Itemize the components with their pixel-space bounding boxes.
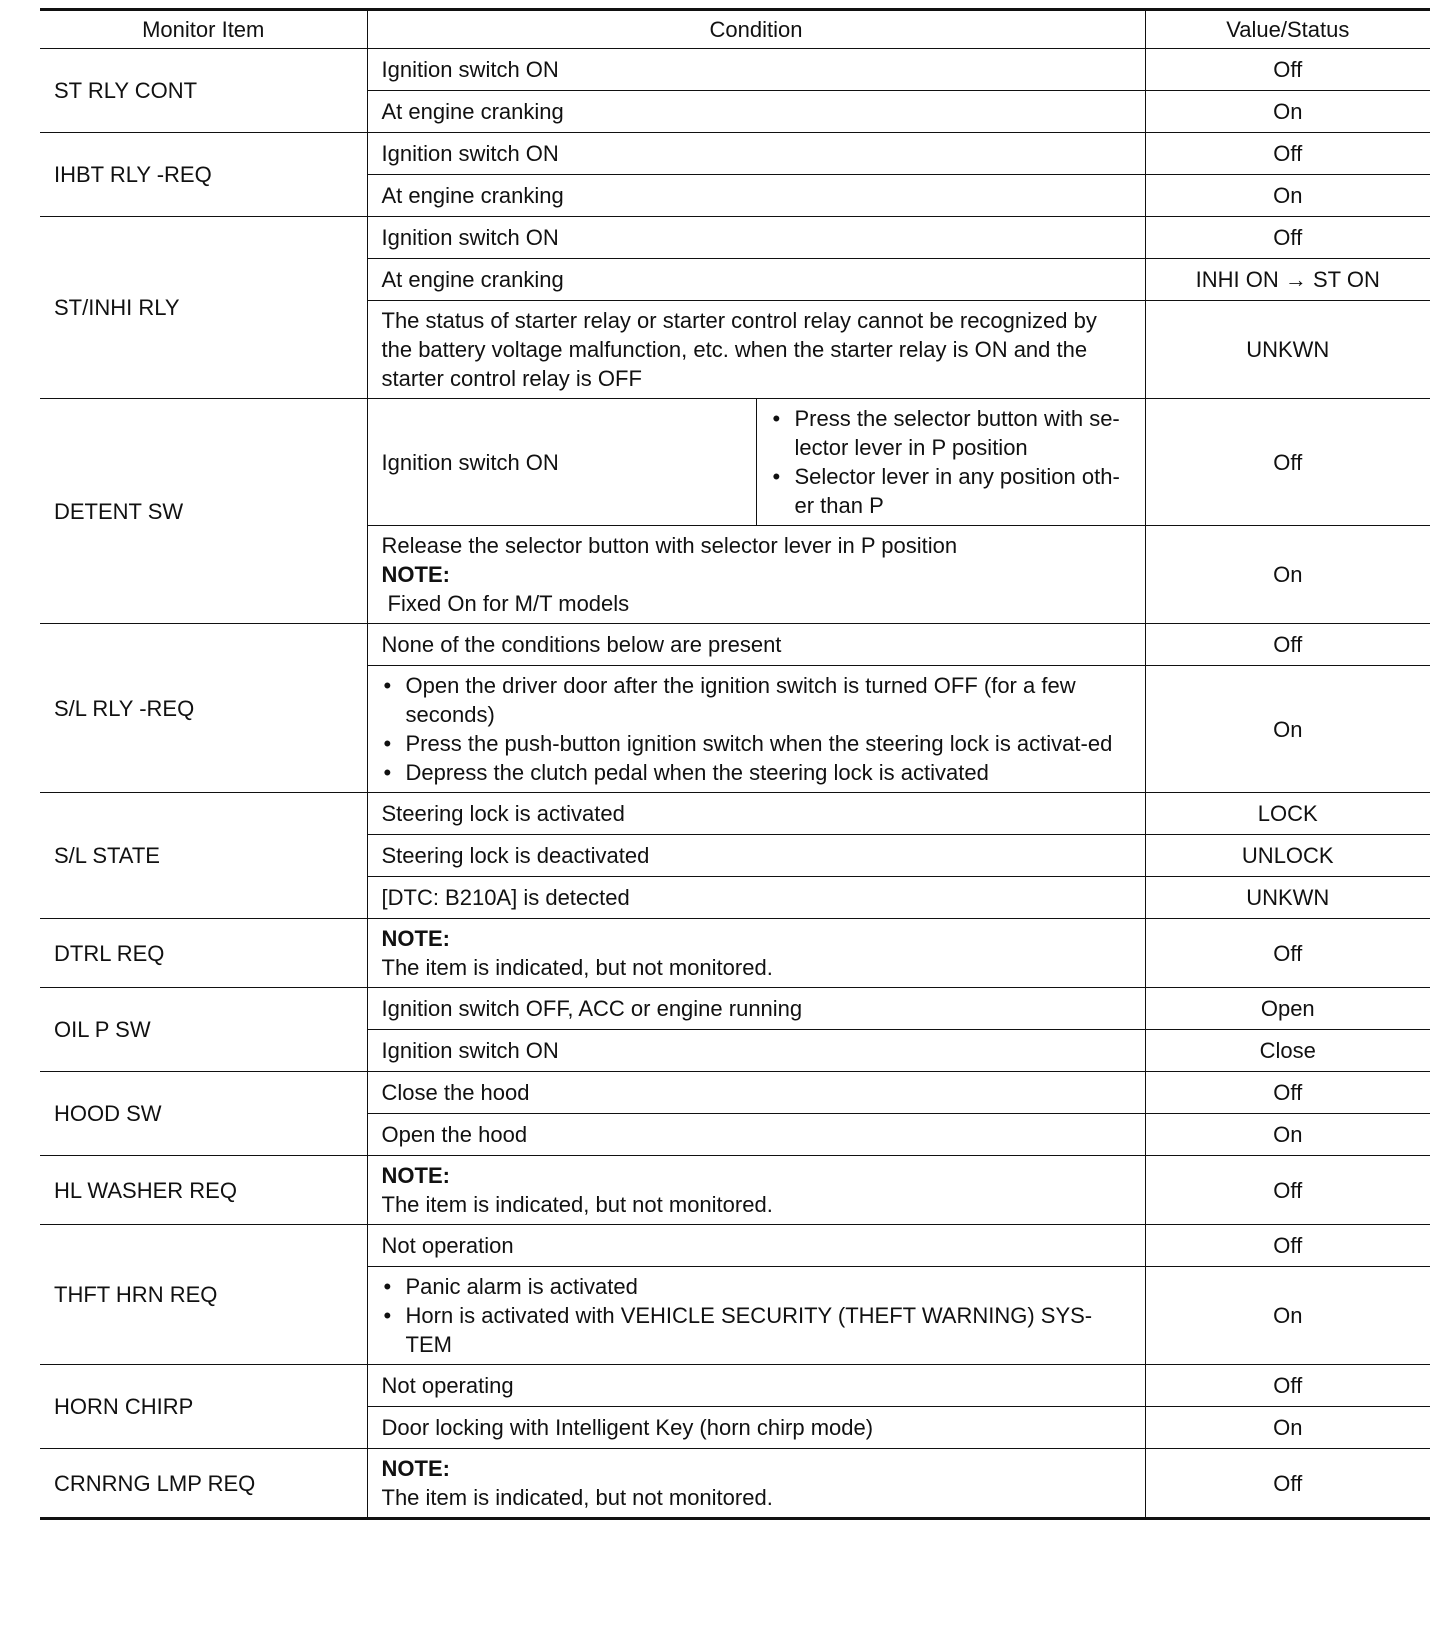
value-cell: UNKWN <box>1145 877 1430 919</box>
condition-cell: Ignition switch ON <box>367 399 756 526</box>
note-text: The item is indicated, but not monitored. <box>381 1485 773 1510</box>
value-cell: UNLOCK <box>1145 835 1430 877</box>
value-cell: Off <box>1145 133 1430 175</box>
value-cell: LOCK <box>1145 793 1430 835</box>
condition-cell: At engine cranking <box>367 175 1145 217</box>
note-label: NOTE: <box>381 1456 450 1481</box>
value-cell: Off <box>1145 919 1430 988</box>
bullet-list <box>771 404 1131 520</box>
note-label: NOTE: <box>381 1163 450 1188</box>
monitor-item-table <box>40 8 1430 1520</box>
condition-cell: Close the hood <box>367 1072 1145 1114</box>
table-row <box>40 1449 1430 1519</box>
table-row <box>40 1072 1430 1114</box>
table-row <box>40 217 1430 259</box>
bullet-list <box>382 1272 1131 1359</box>
monitor-item-thft-hrn-req: THFT HRN REQ <box>40 1225 367 1365</box>
value-cell: Off <box>1145 1225 1430 1267</box>
condition-cell: Door locking with Intelligent Key (horn chirp mode) <box>367 1407 1145 1449</box>
header-condition: Condition <box>367 10 1145 49</box>
value-cell: UNKWN <box>1145 301 1430 399</box>
list-item: • Depress the clutch pedal when the steering lock is activated <box>382 758 1131 787</box>
value-cell: On <box>1145 526 1430 624</box>
note-text: The item is indicated, but not monitored. <box>381 955 773 980</box>
monitor-item-sl-rly-req: S/L RLY -REQ <box>40 624 367 793</box>
monitor-item-hl-washer-req: HL WASHER REQ <box>40 1156 367 1225</box>
table-row <box>40 793 1430 835</box>
condition-text: Release the selector button with selector lever in P position <box>381 533 958 558</box>
value-cell: INHI ON → ST ON <box>1145 259 1430 301</box>
condition-cell <box>367 1267 1145 1365</box>
list-item: • Press the push-button ignition switch when the steering lock is activat-ed <box>382 729 1131 758</box>
value-cell: Off <box>1145 1365 1430 1407</box>
monitor-item-dtrl-req: DTRL REQ <box>40 919 367 988</box>
condition-subcell <box>756 399 1145 526</box>
value-cell: Off <box>1145 1449 1430 1519</box>
condition-cell <box>367 1156 1145 1225</box>
table-row <box>40 1156 1430 1225</box>
header-row <box>40 10 1430 49</box>
value-cell: Off <box>1145 624 1430 666</box>
header-value-status: Value/Status <box>1145 10 1430 49</box>
condition-cell: Ignition switch ON <box>367 1030 1145 1072</box>
monitor-item-st-inhi-rly: ST/INHI RLY <box>40 217 367 399</box>
condition-cell: Not operation <box>367 1225 1145 1267</box>
note-label: NOTE: <box>381 562 450 587</box>
monitor-item-hood-sw: HOOD SW <box>40 1072 367 1156</box>
monitor-item-crnrng-lmp-req: CRNRNG LMP REQ <box>40 1449 367 1519</box>
condition-cell: Not operating <box>367 1365 1145 1407</box>
table-row <box>40 1365 1430 1407</box>
value-cell: Close <box>1145 1030 1430 1072</box>
condition-cell: Steering lock is deactivated <box>367 835 1145 877</box>
condition-cell <box>367 526 1145 624</box>
note-text: The item is indicated, but not monitored. <box>381 1192 773 1217</box>
table-row <box>40 399 1430 526</box>
condition-cell: [DTC: B210A] is detected <box>367 877 1145 919</box>
value-cell: Off <box>1145 1156 1430 1225</box>
monitor-item-detent-sw: DETENT SW <box>40 399 367 624</box>
condition-cell: Ignition switch ON <box>367 133 1145 175</box>
condition-cell <box>367 919 1145 988</box>
table-row <box>40 49 1430 91</box>
list-item: • Open the driver door after the ignition switch is turned OFF (for a few seconds) <box>382 671 1131 729</box>
list-item: • Horn is activated with VEHICLE SECURITY (THEFT WARNING) SYS-TEM <box>382 1301 1131 1359</box>
table-row <box>40 988 1430 1030</box>
list-item: • Selector lever in any position oth-er than P <box>771 462 1131 520</box>
bullet-list <box>382 671 1131 787</box>
list-item: • Press the selector button with se-lector lever in P position <box>771 404 1131 462</box>
header-monitor-item: Monitor Item <box>40 10 367 49</box>
value-cell: On <box>1145 175 1430 217</box>
condition-cell: Open the hood <box>367 1114 1145 1156</box>
value-cell: On <box>1145 91 1430 133</box>
condition-cell <box>367 1449 1145 1519</box>
condition-cell <box>367 666 1145 793</box>
monitor-item-st-rly-cont: ST RLY CONT <box>40 49 367 133</box>
value-cell: Open <box>1145 988 1430 1030</box>
value-cell: On <box>1145 666 1430 793</box>
value-cell: On <box>1145 1267 1430 1365</box>
table-row <box>40 624 1430 666</box>
list-item: • Panic alarm is activated <box>382 1272 1131 1301</box>
monitor-item-oil-p-sw: OIL P SW <box>40 988 367 1072</box>
note-label: NOTE: <box>381 926 450 951</box>
condition-cell: The status of starter relay or starter control relay cannot be recognized by the battery voltage malfunction, etc. when the starter relay is ON and the starter control relay is OFF <box>367 301 1145 399</box>
condition-cell: Ignition switch ON <box>367 49 1145 91</box>
value-cell: On <box>1145 1114 1430 1156</box>
condition-cell: At engine cranking <box>367 91 1145 133</box>
table-row <box>40 133 1430 175</box>
value-cell: Off <box>1145 1072 1430 1114</box>
monitor-item-sl-state: S/L STATE <box>40 793 367 919</box>
condition-cell: None of the conditions below are present <box>367 624 1145 666</box>
monitor-item-horn-chirp: HORN CHIRP <box>40 1365 367 1449</box>
table-row <box>40 1225 1430 1267</box>
value-cell: On <box>1145 1407 1430 1449</box>
monitor-item-ihbt-rly-req: IHBT RLY -REQ <box>40 133 367 217</box>
condition-cell: Steering lock is activated <box>367 793 1145 835</box>
condition-cell: At engine cranking <box>367 259 1145 301</box>
value-cell: Off <box>1145 49 1430 91</box>
table-row <box>40 919 1430 988</box>
value-cell: Off <box>1145 217 1430 259</box>
condition-cell: Ignition switch OFF, ACC or engine running <box>367 988 1145 1030</box>
condition-cell: Ignition switch ON <box>367 217 1145 259</box>
note-text: Fixed On for M/T models <box>387 591 630 616</box>
value-cell: Off <box>1145 399 1430 526</box>
